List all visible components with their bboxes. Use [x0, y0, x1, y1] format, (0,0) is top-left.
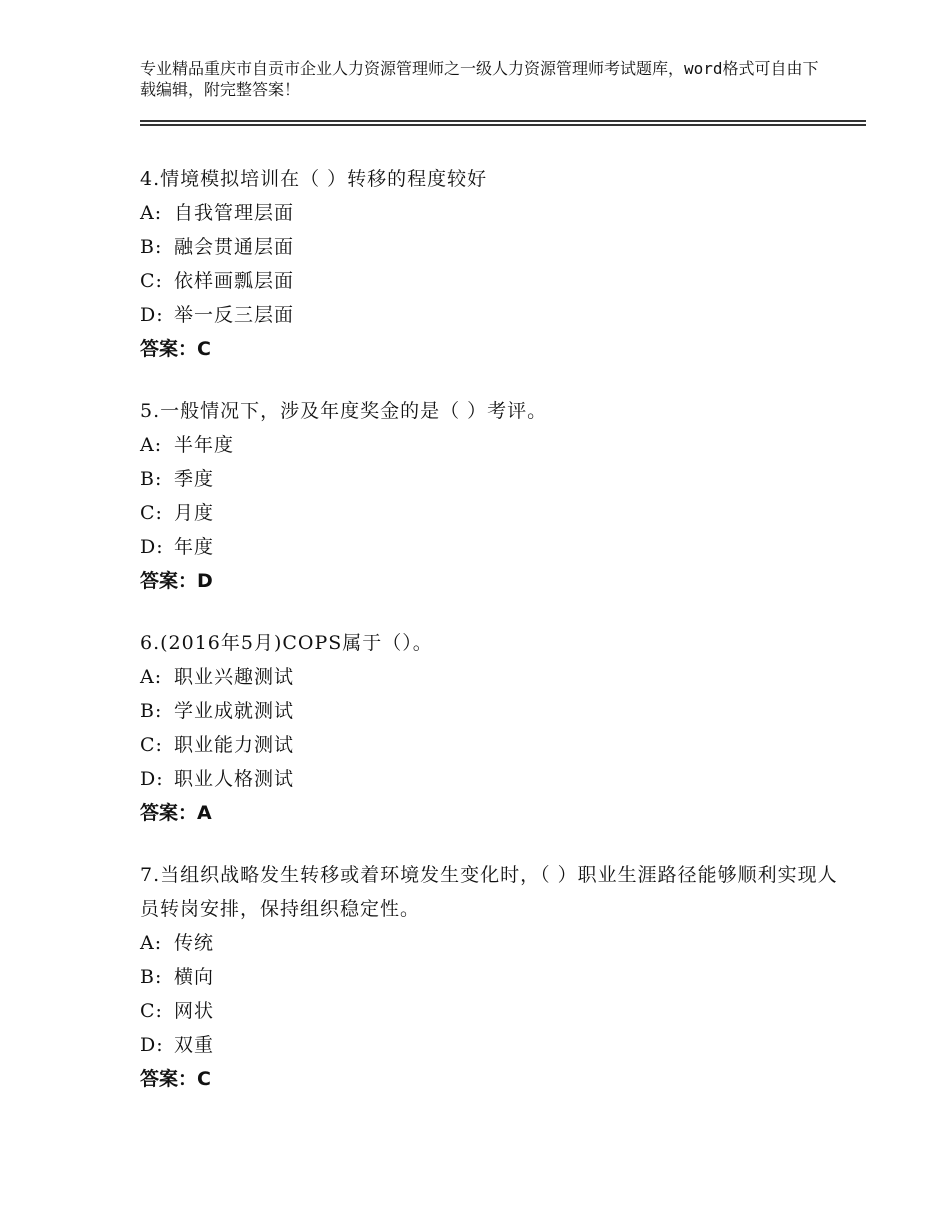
- answer-line: 答案：D: [140, 570, 213, 592]
- option-text: 年度: [174, 536, 215, 558]
- option-b: [140, 230, 840, 264]
- answer-line: 答案：C: [140, 338, 211, 360]
- option-text: 双重: [174, 1034, 215, 1056]
- option-label: D:: [140, 536, 164, 558]
- option-text: 季度: [174, 468, 215, 490]
- option-text: 半年度: [174, 434, 235, 456]
- question-stem: 6.(2016年5月)COPS属于（）。: [140, 632, 433, 654]
- option-text: 举一反三层面: [174, 304, 295, 326]
- question-stem: 5.一般情况下，涉及年度奖金的是（ ）考评。: [140, 400, 548, 422]
- question-list: [140, 162, 840, 1124]
- option-label: B:: [140, 468, 163, 490]
- document-header: 专业精品重庆市自贡市企业人力资源管理师之一级人力资源管理师考试题库，word格式可自由下载编辑，附完整答案！: [140, 59, 819, 99]
- option-c: [140, 994, 840, 1028]
- option-text: 职业兴趣测试: [174, 666, 295, 688]
- option-label: A:: [140, 202, 163, 224]
- option-b: [140, 694, 840, 728]
- option-text: 横向: [174, 966, 215, 988]
- option-text: 网状: [174, 1000, 215, 1022]
- option-b: [140, 960, 840, 994]
- option-c: [140, 496, 840, 530]
- option-text: 职业人格测试: [174, 768, 295, 790]
- option-label: C:: [140, 270, 163, 292]
- option-c: [140, 264, 840, 298]
- question-4: [140, 162, 840, 366]
- option-a: [140, 428, 840, 462]
- option-text: 学业成就测试: [174, 700, 295, 722]
- option-d: [140, 762, 840, 796]
- option-a: [140, 196, 840, 230]
- question-6: [140, 626, 840, 830]
- option-text: 传统: [174, 932, 215, 954]
- option-label: A:: [140, 434, 163, 456]
- question-stem: 4.情境模拟培训在（ ）转移的程度较好: [140, 168, 488, 190]
- option-label: D:: [140, 768, 164, 790]
- option-label: B:: [140, 966, 163, 988]
- option-d: [140, 298, 840, 332]
- answer-line: 答案：C: [140, 1068, 211, 1090]
- option-text: 职业能力测试: [174, 734, 295, 756]
- option-d: [140, 530, 840, 564]
- option-label: C:: [140, 1000, 163, 1022]
- option-label: C:: [140, 734, 163, 756]
- option-a: [140, 660, 840, 694]
- option-c: [140, 728, 840, 762]
- option-b: [140, 462, 840, 496]
- question-7: [140, 858, 840, 1096]
- option-label: B:: [140, 236, 163, 258]
- option-label: D:: [140, 1034, 164, 1056]
- option-text: 融会贯通层面: [174, 236, 295, 258]
- option-text: 依样画瓢层面: [174, 270, 295, 292]
- option-label: A:: [140, 666, 163, 688]
- answer-line: 答案：A: [140, 802, 212, 824]
- option-d: [140, 1028, 840, 1062]
- option-label: D:: [140, 304, 164, 326]
- option-a: [140, 926, 840, 960]
- option-text: 月度: [174, 502, 215, 524]
- question-5: [140, 394, 840, 598]
- question-stem: 7.当组织战略发生转移或着环境发生变化时，（ ）职业生涯路径能够顺利实现人员转岗安排，保持组织稳定性。: [140, 864, 838, 920]
- option-label: B:: [140, 700, 163, 722]
- option-text: 自我管理层面: [174, 202, 295, 224]
- header-divider-bottom: [140, 124, 866, 126]
- option-label: C:: [140, 502, 163, 524]
- header-divider-top: [140, 120, 866, 122]
- option-label: A:: [140, 932, 163, 954]
